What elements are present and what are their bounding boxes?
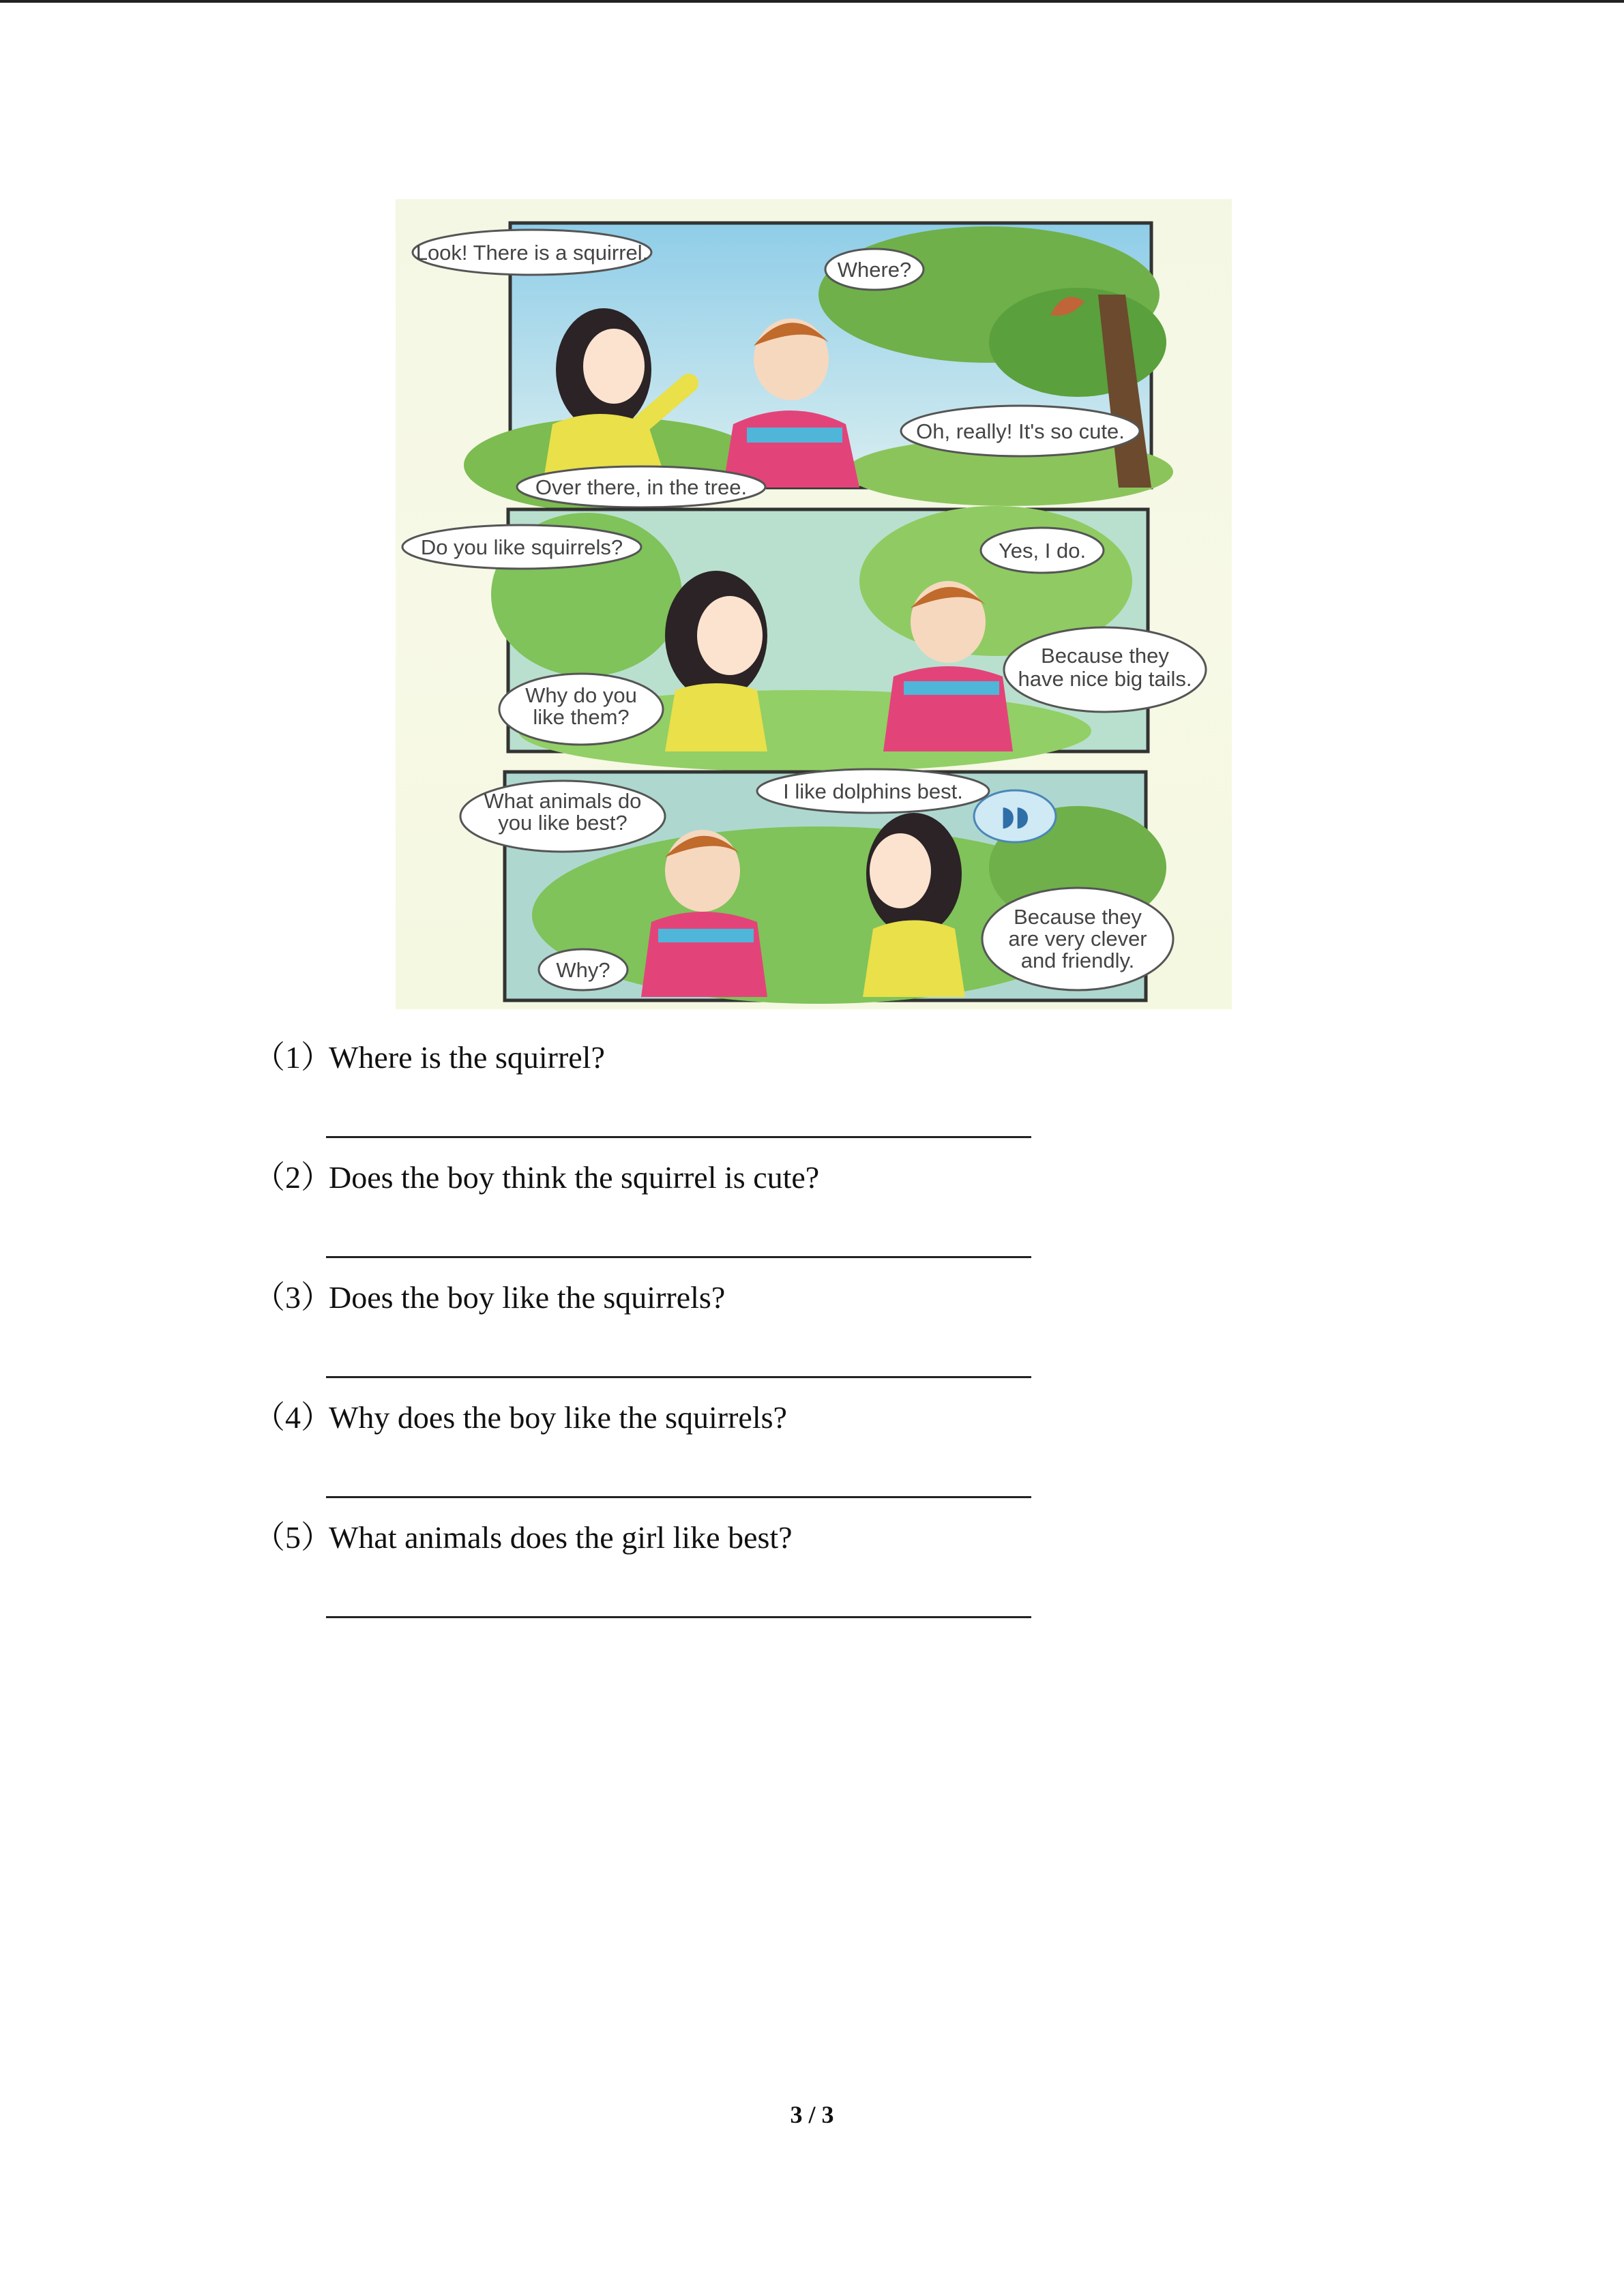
bubble-text: Over there, in the tree. [535, 475, 748, 499]
speech-bubble-clever [982, 888, 1173, 990]
speech-bubble-what-animals [460, 781, 665, 852]
girl-figure [665, 571, 767, 751]
question-text: Does the boy think the squirrel is cute? [329, 1160, 820, 1195]
question-number: （5） [254, 1520, 332, 1555]
answer-line-4[interactable] [326, 1496, 1031, 1498]
bubble-text: Because they [1014, 905, 1142, 929]
speech-bubble-yes [981, 528, 1104, 573]
page-number: 3 / 3 [790, 2101, 834, 2128]
bubble-text: Because they [1041, 644, 1169, 668]
speech-bubble-do-you-like [402, 525, 641, 569]
speech-bubble-cute [901, 406, 1140, 456]
bubble-text: Do you like squirrels? [420, 535, 623, 559]
comic-panel-2 [402, 506, 1206, 772]
bubble-text: Yes, I do. [998, 539, 1087, 563]
answer-line-3[interactable] [326, 1376, 1031, 1378]
speech-bubble-why-do-you [499, 674, 663, 745]
speech-bubble-dolphins [757, 769, 989, 813]
answer-line-1[interactable] [326, 1136, 1031, 1138]
answer-line-2[interactable] [326, 1256, 1031, 1258]
question-5 [254, 1522, 793, 1553]
top-border [0, 0, 1624, 3]
question-text: Does the boy like the squirrels? [329, 1280, 726, 1315]
comic-panel-3 [460, 769, 1173, 1004]
bubble-text: Where? [837, 258, 912, 282]
comic-illustration [396, 199, 1232, 1009]
speech-bubble-look [413, 230, 651, 275]
dolphin-thought-icon [974, 790, 1056, 842]
comic-panel-1 [413, 223, 1173, 513]
question-4 [254, 1402, 787, 1433]
speech-bubble-over [517, 466, 765, 507]
bubble-text: are very clever [1008, 927, 1147, 951]
bubble-text: Why do you [525, 683, 637, 707]
bubble-text: Look! There is a squirrel. [415, 241, 649, 265]
bubble-text: Why? [556, 958, 610, 982]
question-text: Why does the boy like the squirrels? [329, 1400, 787, 1435]
bubble-text: Oh, really! It's so cute. [916, 419, 1125, 443]
question-text: What animals does the girl like best? [329, 1520, 793, 1555]
speech-bubble-because-tails [1004, 627, 1206, 712]
question-number: （4） [254, 1400, 332, 1435]
girl-figure [863, 813, 965, 997]
bubble-text: and friendly. [1020, 949, 1135, 972]
question-number: （1） [254, 1040, 332, 1075]
bubble-text: I like dolphins best. [783, 779, 963, 803]
speech-bubble-why [539, 949, 628, 990]
question-2 [254, 1162, 819, 1193]
bubble-text: you like best? [498, 811, 628, 835]
bubble-text: like them? [533, 705, 630, 729]
question-number: （2） [254, 1160, 332, 1195]
speech-bubble-where [825, 249, 924, 290]
svg-text:◗◗: ◗◗ [1000, 801, 1030, 832]
bubble-text: have nice big tails. [1018, 667, 1192, 691]
bubble-text: What animals do [484, 789, 642, 813]
question-number: （3） [254, 1280, 332, 1315]
question-1 [254, 1042, 605, 1073]
question-text: Where is the squirrel? [329, 1040, 605, 1075]
answer-line-5[interactable] [326, 1616, 1031, 1618]
question-3 [254, 1282, 725, 1313]
